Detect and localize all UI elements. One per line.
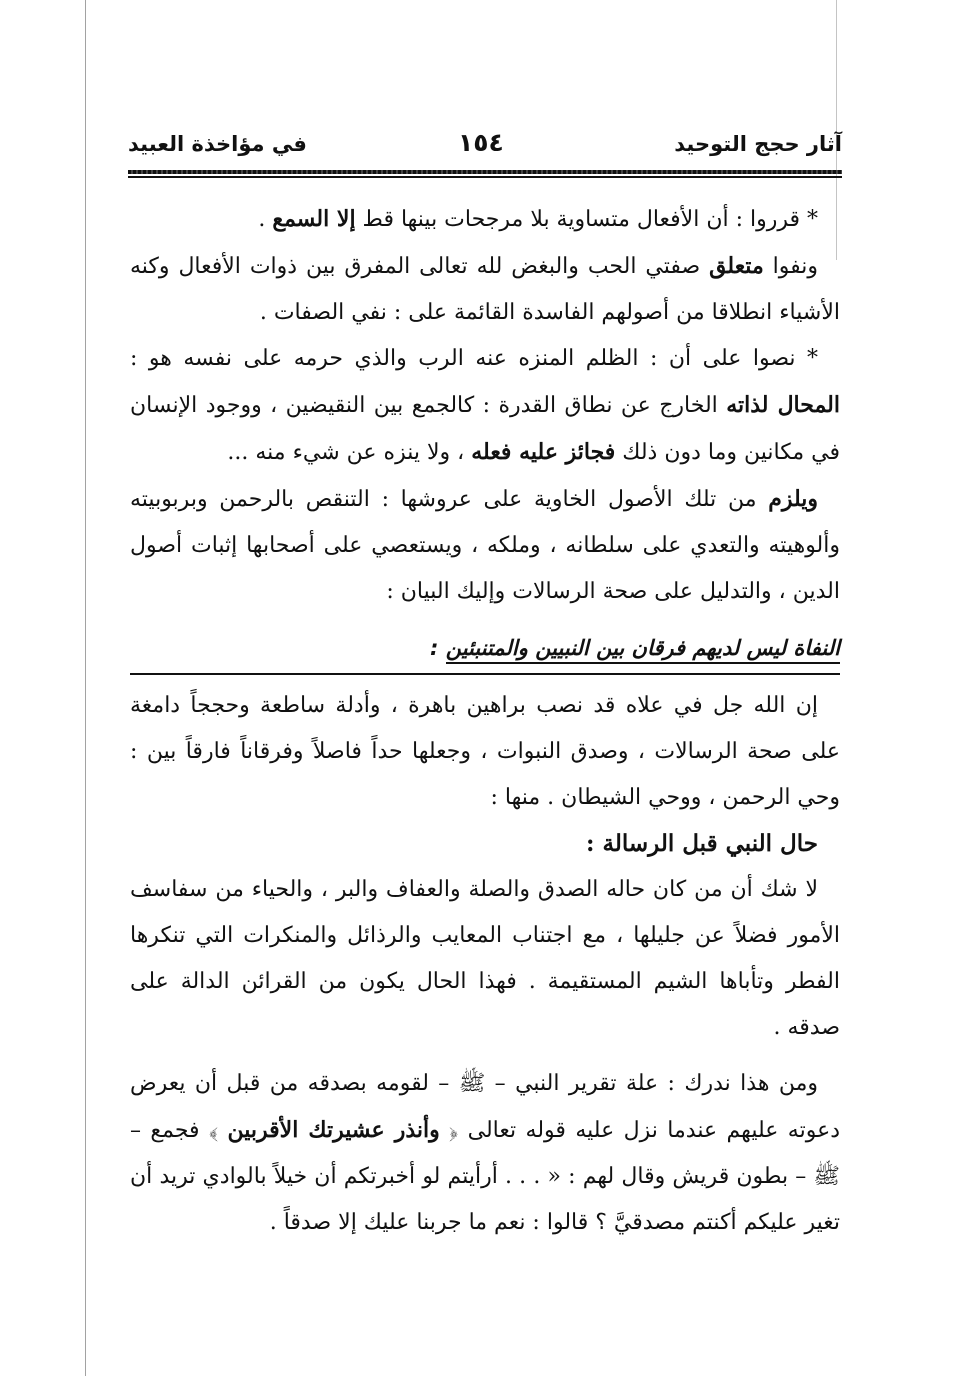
sub-heading: حال النبي قبل الرسالة : [586, 830, 818, 857]
paragraph-1 [130, 196, 840, 243]
header-chapter-title: في مؤاخذة العبيد [128, 132, 307, 156]
section-heading-text: النفاة ليس لديهم فرقان بين النبيين والمتنبئين [446, 636, 840, 664]
section-heading-colon: : [429, 636, 446, 660]
bold-run: المحال لذاته [726, 392, 840, 418]
page-body [130, 196, 840, 1246]
header-rule [128, 176, 842, 178]
paragraph-3 [130, 336, 840, 476]
spacer [130, 615, 840, 625]
scan-edge-line [85, 0, 86, 1376]
text-run: . [258, 207, 273, 232]
paragraph-4 [130, 476, 840, 615]
header-book-title: آثار حجج التوحيد [674, 132, 842, 156]
text-run: * قرروا : أن الأفعال متساوية بلا مرجحات بينها قط [355, 207, 818, 232]
paragraph-2 [130, 243, 840, 336]
paragraph-7 [130, 1061, 840, 1246]
bold-run: متعلق [709, 253, 764, 279]
paragraph-5: إن الله جل في علاه قد نصب براهين باهرة ، وأدلة ساطعة وحججاً دامغة على صحة الرسالات ، وصدق النبوات ، وجعلها حداً فاصلاً وفرقاناً فارقاً بين : وحي الرحمن ، ووحي الشيطان . منها : [130, 693, 840, 810]
quran-verse: وأنذر عشيرتك الأقربين [227, 1117, 440, 1143]
bold-run: فجائز عليه فعله [471, 439, 616, 465]
bold-run: إلا السمع [272, 206, 356, 232]
paragraph-6: لا شك أن من كان حاله الصدق والصلة والعفاف والبر ، والحياء من سفاسف الأمور فضلاً عن جليلها ، مع اجتناب المعايب والرذائل والمنكرات التي تنكرها الفطر وتأباها الشيم المستقيمة . فهذا الحال يكون من القرائن الدالة على صدقه . [130, 877, 840, 1040]
text-run: * نصوا على أن : الظلم المنزه عنه الرب والذي حرمه على نفسه هو : [130, 346, 818, 371]
bold-run: ويلزم [768, 486, 818, 512]
text-run: صفتي الحب والبغض لله تعالى المفرق بين ذوات الأفعال وكنه الأشياء انطلاقا من أصولهم الفاسدة القائمة على : نفي الصفات . [130, 254, 840, 325]
page-number: ١٥٤ [458, 128, 504, 157]
text-run: من تلك الأصول الخاوية على عروشها : التنقص بالرحمن وبربوبيته وألوهيته والتعدي على سلطانه ، وملكه ، ويستعصي على أصحابها إثبات أصول الدين ، والتدليل على صحة الرسالات وإليك البيان : [130, 487, 840, 604]
text-run: ﴾ فجمع – ﷺ – بطون قريش وقال لهم : « . . . أرأيتم لو أخبرتكم أن خيلاً بالوادي تريد أن تغير عليكم أكنتم مصدقيَّ ؟ قالوا : نعم ما جربنا عليك إلا صدقاً . [130, 1118, 840, 1235]
running-header [128, 128, 842, 164]
text-run: الخارج عن نطاق القدرة : كالجمع بين النقيضين ، ووجود الإنسان في مكانين وما دون ذلك [130, 393, 840, 465]
spacer [130, 1051, 840, 1061]
header-rule-ornamental [128, 170, 842, 174]
section-rule [130, 673, 840, 675]
text-run: ، ولا ينزه عن شيء منه ... [227, 440, 472, 465]
text-run: ونفوا [763, 254, 818, 279]
text-run: ومن هذا ندرك : علة تقرير النبي – ﷺ – لقومه بصدقه من قبل أن يعرض دعوته عليهم عندما نزل عليه قوله تعالى ﴿ [130, 1071, 841, 1143]
section-heading [130, 625, 840, 671]
